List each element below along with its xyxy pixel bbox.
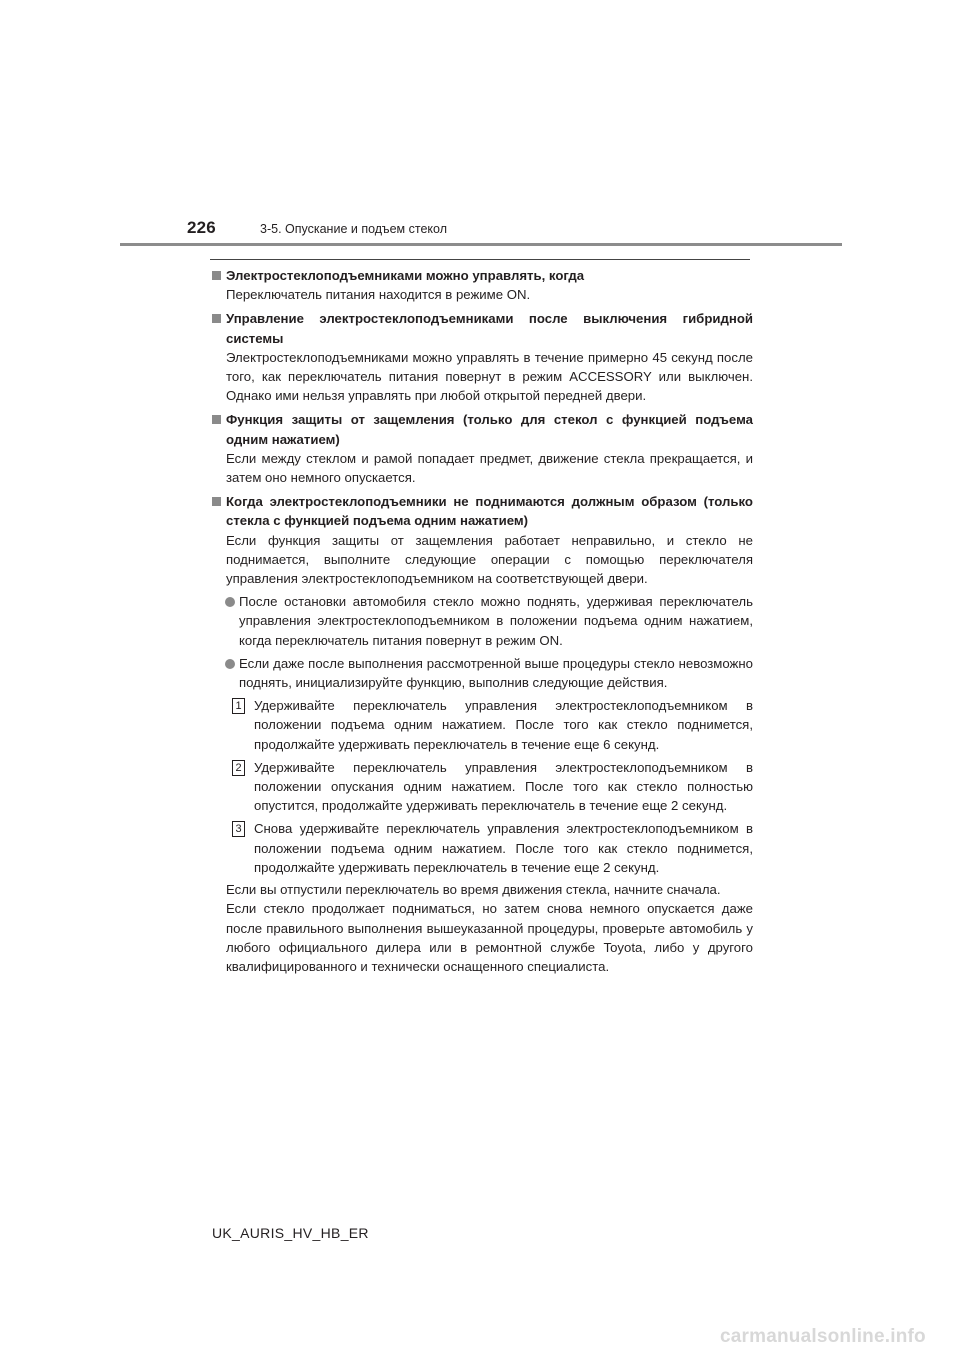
section-heading: [210, 492, 753, 530]
section-text: Электростеклоподъемниками можно управлять в течение примерно 45 секунд после того, как переключатель питания повернут в режим ACCESSORY или выключен. Однако ими нельзя управлять при любой открытой передней двери.: [226, 349, 753, 404]
closing-paragraph: Если стекло продолжает подниматься, но затем снова немного опускается даже после правильного выполнения вышеуказанной процедуры, проверьте автомобиль у любого официального дилера или в ремонтной службе Toyota, либо у другого квалифицированного и технически оснащенного специалиста.: [226, 901, 753, 974]
bullet-text: Если даже после выполнения рассмотренной выше процедуры стекло невозможно поднять, инициализируйте функцию, выполнив следующие действия.: [239, 655, 753, 691]
closing-text: [210, 880, 753, 976]
circle-bullet-icon: [225, 597, 235, 607]
step-text: Удерживайте переключатель управления электростеклоподъемником в положении подъема одним нажатием. После того как стекло поднимется, продолжайте удерживать переключатель в течение еще 6 секунд.: [254, 698, 753, 752]
square-marker-icon: [212, 314, 221, 323]
step-number-badge: 1: [232, 698, 245, 714]
step-text: Снова удерживайте переключатель управления электростеклоподъемником в положении подъема одним нажатием. После того как стекло поднимется, продолжайте удерживать переключатель в течение еще 2 секунд.: [254, 821, 753, 875]
square-marker-icon: [212, 415, 221, 424]
footer-model-code: UK_AURIS_HV_HB_ER: [212, 1225, 369, 1241]
section-text: Переключатель питания находится в режиме ON.: [226, 287, 531, 303]
step-text: Удерживайте переключатель управления электростеклоподъемником в положении опускания одним нажатием. После того как стекло полностью опустится, продолжайте удерживать переключатель в течение еще 2 секунд.: [254, 759, 753, 814]
page-number: 226: [187, 218, 216, 237]
bullet-text: После остановки автомобиля стекло можно поднять, удерживая переключатель управления электростеклоподъемником в положении подъема одним нажатием, когда переключатель питания повернут в режим ON.: [239, 594, 753, 648]
section-text: Если между стеклом и рамой попадает предмет, движение стекла прекращается, и затем оно немного опускается.: [226, 450, 753, 486]
watermark: carmanualsonline.info: [720, 1326, 926, 1347]
heading-text: Электростеклоподъемниками можно управлять, когда: [226, 268, 585, 283]
circle-bullet-icon: [225, 659, 235, 669]
bullet-item: [210, 592, 753, 650]
content-divider: [210, 259, 750, 260]
section-text: Если функция защиты от защемления работает неправильно, и стекло не поднимается, выполните следующие операции с помощью переключателя управления электростеклоподъемником на соответствующей двери.: [226, 532, 753, 587]
step-item: [210, 696, 753, 754]
step-number-badge: 3: [232, 821, 245, 837]
square-marker-icon: [212, 271, 221, 280]
section-heading: [210, 410, 753, 448]
section-heading: [210, 309, 753, 347]
header-divider: [120, 243, 842, 246]
heading-text: Когда электростеклоподъемники не поднимаются должным образом (только стекла с функцией подъема одним нажатием): [226, 494, 753, 529]
step-number-badge: 2: [232, 760, 245, 776]
page-content: [210, 266, 753, 976]
section-heading: [210, 266, 753, 285]
heading-text: Управление электростеклоподъемниками после выключения гибридной системы: [226, 311, 753, 346]
step-item: [210, 758, 753, 816]
square-marker-icon: [212, 497, 221, 506]
bullet-item: [210, 654, 753, 692]
heading-text: Функция защиты от защемления (только для стекол с функцией подъема одним нажатием): [226, 412, 753, 447]
step-item: [210, 819, 753, 877]
closing-line: Если вы отпустили переключатель во время движения стекла, начните сначала.: [226, 882, 721, 898]
section-title: 3-5. Опускание и подъем стекол: [260, 222, 447, 236]
